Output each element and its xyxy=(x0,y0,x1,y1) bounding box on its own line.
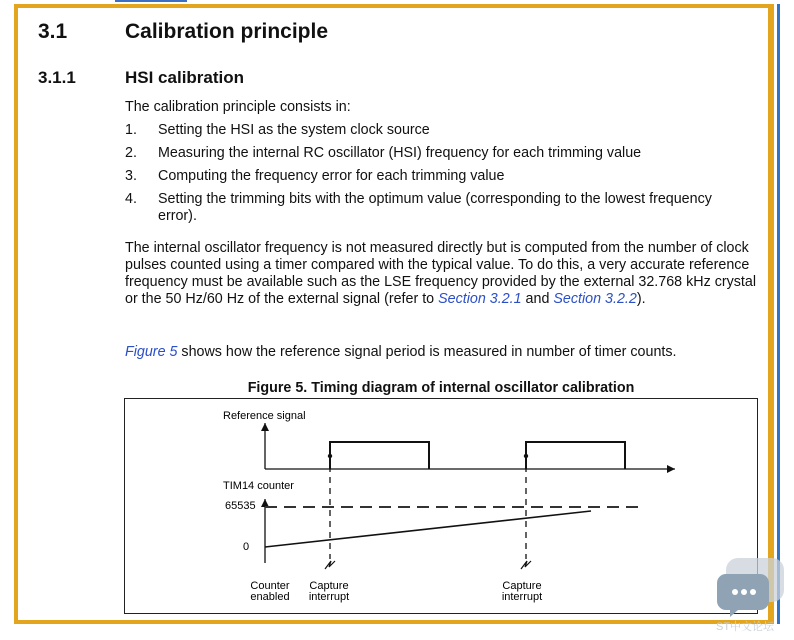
intro-text: The calibration principle consists in: xyxy=(125,99,351,115)
capture-interrupt-1-label-1: Capture xyxy=(309,580,349,592)
figure-caption: Figure 5. Timing diagram of internal oscillator calibration xyxy=(247,380,635,396)
paragraph-figure-ref xyxy=(125,344,757,361)
figure-5-link[interactable]: Figure 5 xyxy=(125,344,178,360)
list-item-text: Setting the HSI as the system clock source xyxy=(158,122,430,138)
list-item-text: Setting the trimming bits with the optimum value (corresponding to the lowest frequency error). xyxy=(158,191,712,224)
interrupt-lightning-icon xyxy=(325,561,335,569)
reference-pulse-1 xyxy=(330,442,429,469)
subsection-number: 3.1.1 xyxy=(38,68,76,87)
paragraph-text: shows how the reference signal period is measured in number of timer counts. xyxy=(177,344,677,360)
capture-point-1 xyxy=(328,454,332,458)
frame-accent-bar xyxy=(777,4,780,624)
reference-y-arrow xyxy=(261,423,269,431)
paragraph-text-end: ). xyxy=(636,291,646,307)
interrupt-lightning-icon xyxy=(521,561,531,569)
subsection-title: HSI calibration xyxy=(125,68,245,87)
reference-pulse-2 xyxy=(526,442,625,469)
counter-enabled-label-2: enabled xyxy=(250,591,290,603)
counter-y-arrow xyxy=(261,499,269,507)
capture-point-2 xyxy=(524,454,528,458)
capture-interrupt-2-label-1: Capture xyxy=(502,580,542,592)
capture-interrupt-1-label-2: interrupt xyxy=(308,591,350,603)
paragraph-text-and: and xyxy=(521,291,554,307)
counter-max-value: 65535 xyxy=(225,500,256,512)
paragraph-calibration xyxy=(125,240,757,308)
reference-signal-label: Reference signal xyxy=(223,410,306,422)
counter-enabled-label-1: Counter xyxy=(250,580,290,592)
list-item-text: Computing the frequency error for each trimming value xyxy=(158,168,505,184)
section-3-2-2-link[interactable]: Section 3.2.2 xyxy=(553,291,637,307)
watermark-text: ST中文论坛 xyxy=(716,621,775,633)
counter-ramp-line xyxy=(265,511,591,547)
paragraph-text: The internal oscillator frequency is not measured directly but is computed from the number of clock pulses counted using a timer compared with the typical value. To do this, a very accurate reference frequency must be available such as the LSE frequency provided by the external 32.768 kHz crystal or the 50 Hz/60 Hz of the external signal (refer to xyxy=(125,240,757,307)
list-item-text: Measuring the internal RC oscillator (HSI) frequency for each trimming value xyxy=(158,145,642,161)
timing-diagram-svg xyxy=(125,399,759,615)
timing-diagram xyxy=(124,398,758,614)
reference-x-arrow xyxy=(667,465,675,473)
section-number: 3.1 xyxy=(38,20,68,43)
counter-label: TIM14 counter xyxy=(223,480,294,492)
section-title: Calibration principle xyxy=(125,20,329,43)
list-item-number: 1. xyxy=(125,122,137,138)
top-link-underline xyxy=(115,0,187,2)
counter-zero-value: 0 xyxy=(243,541,250,553)
list-item-number: 2. xyxy=(125,145,137,161)
section-3-2-1-link[interactable]: Section 3.2.1 xyxy=(438,291,522,307)
list-item-number: 3. xyxy=(125,168,137,184)
capture-interrupt-2-label-2: interrupt xyxy=(501,591,543,603)
list-item-number: 4. xyxy=(125,191,137,207)
chat-bubble-icon[interactable] xyxy=(716,556,786,618)
